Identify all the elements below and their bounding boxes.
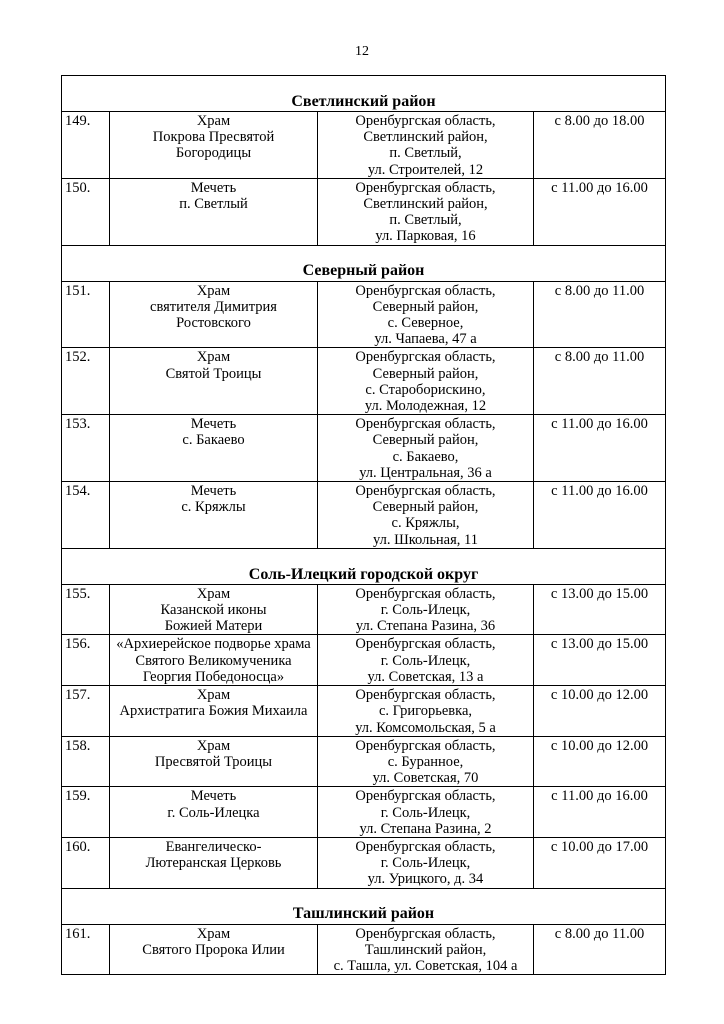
section-title: Северный район <box>62 245 666 281</box>
place-name-line: с. Кряжлы <box>181 499 246 516</box>
place-name-line: Пресвятой Троицы <box>154 753 273 770</box>
address-line: п. Светлый, <box>389 145 462 162</box>
place-name-line: Божией Матери <box>164 618 263 635</box>
table-row <box>62 178 666 245</box>
place-name <box>110 281 318 348</box>
section-title: Светлинский район <box>62 76 666 112</box>
place-name-line: Храм <box>196 737 231 754</box>
place-name <box>110 837 318 888</box>
address-line: Оренбургская область, <box>355 838 496 855</box>
address-line: ул. Степана Разина, 36 <box>355 618 496 635</box>
opening-hours: с 13.00 до 15.00 <box>534 635 666 686</box>
address-line: Северный район, <box>372 365 479 382</box>
opening-hours: с 10.00 до 12.00 <box>534 736 666 787</box>
address-line: Оренбургская область, <box>355 737 496 754</box>
table-row <box>62 837 666 888</box>
place-name-line: Ростовского <box>176 315 251 332</box>
table-row <box>62 415 666 482</box>
address-line: ул. Урицкого, д. 34 <box>367 871 484 888</box>
address-line: Северный район, <box>372 432 479 449</box>
address-line: Оренбургская область, <box>355 585 496 602</box>
address-line: Светлинский район, <box>363 196 488 213</box>
address-line: с. Бакаево, <box>392 448 459 465</box>
address-line: Оренбургская область, <box>355 416 496 433</box>
row-number: 161. <box>62 924 110 975</box>
place-name-line: Мечеть <box>190 788 237 805</box>
place-name <box>110 924 318 975</box>
address-line: с. Кряжлы, <box>391 515 460 532</box>
address-line: с. Григорьевка, <box>378 703 473 720</box>
place-name <box>110 482 318 549</box>
address-line: Северный район, <box>372 298 479 315</box>
address-line: ул. Школьная, 11 <box>372 531 479 548</box>
row-number: 154. <box>62 482 110 549</box>
place-name <box>110 686 318 737</box>
table-row <box>62 584 666 635</box>
place-address <box>318 736 534 787</box>
address-line: ул. Советская, 70 <box>372 770 479 787</box>
address-line: п. Светлый, <box>389 212 462 229</box>
address-line: ул. Советская, 13 а <box>367 668 484 685</box>
place-name-line: г. Соль-Илецка <box>167 804 260 821</box>
place-name <box>110 787 318 838</box>
address-line: г. Соль-Илецк, <box>380 804 471 821</box>
place-name-line: Мечеть <box>190 483 237 500</box>
opening-hours: с 10.00 до 12.00 <box>534 686 666 737</box>
place-name-line: «Архиерейское подворье храма <box>116 636 311 653</box>
place-address <box>318 281 534 348</box>
table-row <box>62 924 666 975</box>
row-number: 149. <box>62 112 110 179</box>
place-name-line: Святой Троицы <box>165 365 262 382</box>
place-address <box>318 686 534 737</box>
opening-hours: с 13.00 до 15.00 <box>534 584 666 635</box>
address-line: г. Соль-Илецк, <box>380 652 471 669</box>
table-row <box>62 736 666 787</box>
row-number: 158. <box>62 736 110 787</box>
place-name <box>110 112 318 179</box>
place-name <box>110 348 318 415</box>
address-line: Оренбургская область, <box>355 687 496 704</box>
section-title: Соль-Илецкий городской округ <box>62 548 666 584</box>
address-line: с. Староборискино, <box>365 381 486 398</box>
row-number: 153. <box>62 415 110 482</box>
row-number: 156. <box>62 635 110 686</box>
place-name <box>110 635 318 686</box>
address-line: ул. Степана Разина, 2 <box>359 820 492 837</box>
place-name-line: Храм <box>196 113 231 129</box>
place-name-line: Казанской иконы <box>160 602 267 619</box>
place-address <box>318 924 534 975</box>
address-line: с. Буранное, <box>387 753 464 770</box>
address-line: Оренбургская область, <box>355 113 496 129</box>
section-header-row <box>62 245 666 281</box>
table-row <box>62 482 666 549</box>
address-line: Оренбургская область, <box>355 179 496 196</box>
address-line: ул. Строителей, 12 <box>367 161 484 178</box>
address-line: Оренбургская область, <box>355 349 496 366</box>
opening-hours: с 8.00 до 18.00 <box>534 112 666 179</box>
place-name <box>110 736 318 787</box>
opening-hours: с 11.00 до 16.00 <box>534 482 666 549</box>
table-row <box>62 281 666 348</box>
address-line: Северный район, <box>372 499 479 516</box>
address-line: ул. Комсомольская, 5 а <box>355 719 496 736</box>
place-name-line: Богородицы <box>175 145 252 162</box>
address-line: ул. Молодежная, 12 <box>364 398 487 415</box>
address-line: ул. Центральная, 36 а <box>359 464 492 481</box>
address-line: Оренбургская область, <box>355 925 496 942</box>
opening-hours: с 8.00 до 11.00 <box>534 281 666 348</box>
place-address <box>318 415 534 482</box>
place-name-line: Храм <box>196 687 231 704</box>
address-line: с. Северное, <box>387 315 464 332</box>
place-name-line: Евангелическо- <box>165 838 262 855</box>
places-of-worship-table <box>61 75 666 975</box>
address-line: с. Ташла, ул. Советская, 104 а <box>333 957 518 974</box>
place-address <box>318 348 534 415</box>
place-name-line: Георгия Победоносца» <box>142 668 285 685</box>
place-address <box>318 584 534 635</box>
section-title: Ташлинский район <box>62 888 666 924</box>
place-name-line: п. Светлый <box>179 196 248 213</box>
place-name <box>110 584 318 635</box>
section-header-row <box>62 548 666 584</box>
table-row <box>62 686 666 737</box>
table-body <box>62 76 666 975</box>
place-name-line: Святого Пророка Илии <box>142 941 285 958</box>
table-row <box>62 787 666 838</box>
place-name <box>110 415 318 482</box>
table-row <box>62 348 666 415</box>
place-name-line: Святого Великомученика <box>135 652 292 669</box>
address-line: Оренбургская область, <box>355 282 496 299</box>
opening-hours: с 8.00 до 11.00 <box>534 924 666 975</box>
place-address <box>318 482 534 549</box>
place-name-line: Храм <box>196 282 231 299</box>
place-address <box>318 178 534 245</box>
table-row <box>62 112 666 179</box>
opening-hours: с 8.00 до 11.00 <box>534 348 666 415</box>
section-header-row <box>62 888 666 924</box>
place-address <box>318 635 534 686</box>
row-number: 152. <box>62 348 110 415</box>
opening-hours: с 10.00 до 17.00 <box>534 837 666 888</box>
opening-hours: с 11.00 до 16.00 <box>534 787 666 838</box>
place-name-line: с. Бакаево <box>182 432 245 449</box>
section-header-row <box>62 76 666 112</box>
row-number: 160. <box>62 837 110 888</box>
table-row <box>62 635 666 686</box>
address-line: г. Соль-Илецк, <box>380 855 471 872</box>
opening-hours: с 11.00 до 16.00 <box>534 178 666 245</box>
address-line: ул. Чапаева, 47 а <box>374 331 477 348</box>
place-address <box>318 837 534 888</box>
page-number: 12 <box>355 44 369 59</box>
address-line: Оренбургская область, <box>355 788 496 805</box>
place-name-line: Храм <box>196 925 231 942</box>
place-name-line: Храм <box>196 585 231 602</box>
place-name-line: Храм <box>196 349 231 366</box>
row-number: 150. <box>62 178 110 245</box>
address-line: Оренбургская область, <box>355 636 496 653</box>
row-number: 157. <box>62 686 110 737</box>
place-name-line: Покрова Пресвятой <box>152 129 275 146</box>
place-name-line: Мечеть <box>190 179 237 196</box>
place-name <box>110 178 318 245</box>
place-name-line: Архистратига Божия Михаила <box>119 703 308 720</box>
place-name-line: Мечеть <box>190 416 237 433</box>
place-address <box>318 112 534 179</box>
place-name-line: святителя Димитрия <box>150 298 277 315</box>
address-line: Оренбургская область, <box>355 483 496 500</box>
row-number: 151. <box>62 281 110 348</box>
row-number: 159. <box>62 787 110 838</box>
opening-hours: с 11.00 до 16.00 <box>534 415 666 482</box>
row-number: 155. <box>62 584 110 635</box>
address-line: Ташлинский район, <box>364 941 487 958</box>
address-line: г. Соль-Илецк, <box>380 602 471 619</box>
place-name-line: Лютеранская Церковь <box>145 855 282 872</box>
address-line: Светлинский район, <box>363 129 488 146</box>
place-address <box>318 787 534 838</box>
address-line: ул. Парковая, 16 <box>375 228 476 245</box>
